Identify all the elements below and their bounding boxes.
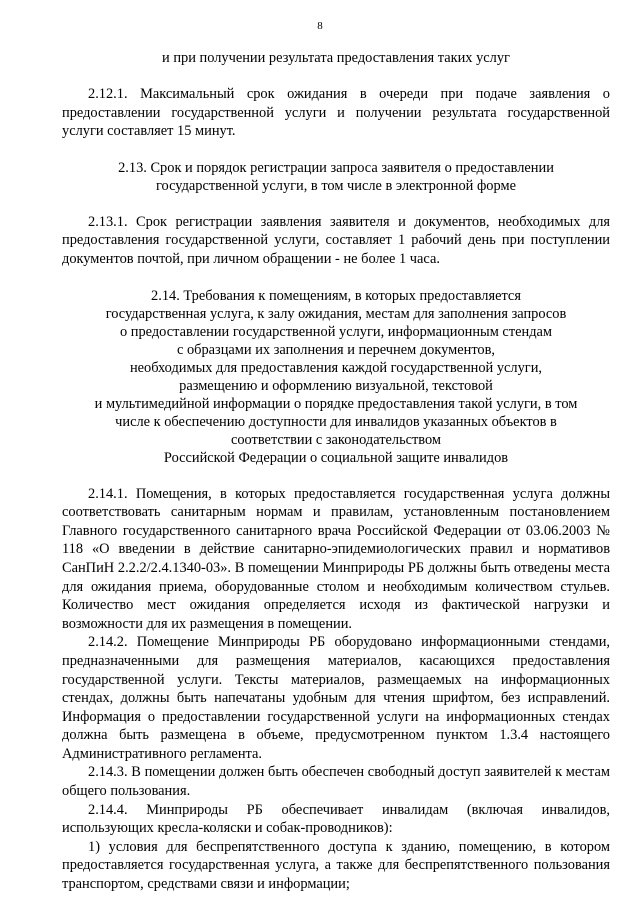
heading-line: и мультимедийной информации о порядке предоставления такой услуги, в том bbox=[94, 395, 578, 412]
section-heading-2-13 bbox=[62, 159, 610, 195]
paragraph-2-14-1: 2.14.1. Помещения, в которых предоставляется государственная услуга должны соответствовать санитарным нормам и правилам, установленным постановлением Главного государственного санитарного врача Российской Федерации от 03.06.2003 № 118 «О введении в действие санитарно-эпидемиологических правил и нормативов СанПиН 2.2.2/2.4.1340-03». В помещении Минприроды РБ должны быть отведены места для ожидания приема, оборудованные столом и необходимым количеством стульев. Количество мест ожидания определяется исходя из фактической нагрузки и возможности для их размещения в помещении. bbox=[62, 485, 610, 632]
section-heading-2-14 bbox=[62, 287, 610, 467]
heading-line: необходимых для предоставления каждой государственной услуги, bbox=[129, 359, 543, 376]
heading-line: числе к обеспечению доступности для инвалидов указанных объектов в bbox=[115, 413, 557, 430]
section-heading-continuation: и при получении результата предоставления таких услуг bbox=[162, 50, 510, 66]
heading-line: государственной услуги, в том числе в электронной форме bbox=[156, 177, 516, 194]
heading-line: размещению и оформлению визуальной, текстовой bbox=[179, 377, 493, 394]
heading-line: Российской Федерации о социальной защите инвалидов bbox=[163, 449, 509, 466]
heading-line: о предоставлении государственной услуги, информационным стендам bbox=[119, 323, 553, 340]
heading-line: соответствии с законодательством bbox=[230, 431, 442, 448]
heading-line: 2.13. Срок и порядок регистрации запроса заявителя о предоставлении bbox=[118, 159, 554, 176]
list-item-1: 1) условия для беспрепятственного доступа к зданию, помещению, в котором предоставляется государственная услуга, а также для беспрепятственного пользования транспортом, средствами связи и информации; bbox=[62, 838, 610, 893]
paragraph-2-13-1: 2.13.1. Срок регистрации заявления заявителя и документов, необходимых для предоставления государственной услуги, составляет 1 рабочий день при поступлении документов почтой, при личном обращении - не более 1 часа. bbox=[62, 213, 610, 267]
document-body bbox=[62, 49, 610, 894]
paragraph-2-12-1: 2.12.1. Максимальный срок ожидания в очереди при подаче заявления о предоставлении государственной услуги и получении результата государственной услуги составляет 15 минут. bbox=[62, 86, 610, 140]
paragraph-2-14-2: 2.14.2. Помещение Минприроды РБ оборудовано информационными стендами, предназначенными для размещения материалов, касающихся предоставления государственной услуги. Тексты материалов, размещаемых на информационных стендах, должны быть напечатаны удобным для чтения шрифтом, без исправлений. Информация о предоставлении государственной услуги на информационных стендах должна быть размещена в объеме, предусмотренном пунктом 1.3.4 настоящего Административного регламента. bbox=[62, 634, 610, 762]
heading-line: государственная услуга, к залу ожидания, местам для заполнения запросов bbox=[105, 305, 567, 322]
paragraph-2-14-4: 2.14.4. Минприроды РБ обеспечивает инвалидам (включая инвалидов, использующих кресла-коляски и собак-проводников): bbox=[62, 801, 610, 837]
heading-line: с образцами их заполнения и перечнем документов, bbox=[176, 341, 496, 358]
page-number: 8 bbox=[317, 20, 323, 32]
heading-line: 2.14. Требования к помещениям, в которых предоставляется bbox=[151, 287, 521, 304]
paragraph-2-14-3: 2.14.3. В помещении должен быть обеспечен свободный доступ заявителей к местам общего пользования. bbox=[62, 764, 610, 800]
